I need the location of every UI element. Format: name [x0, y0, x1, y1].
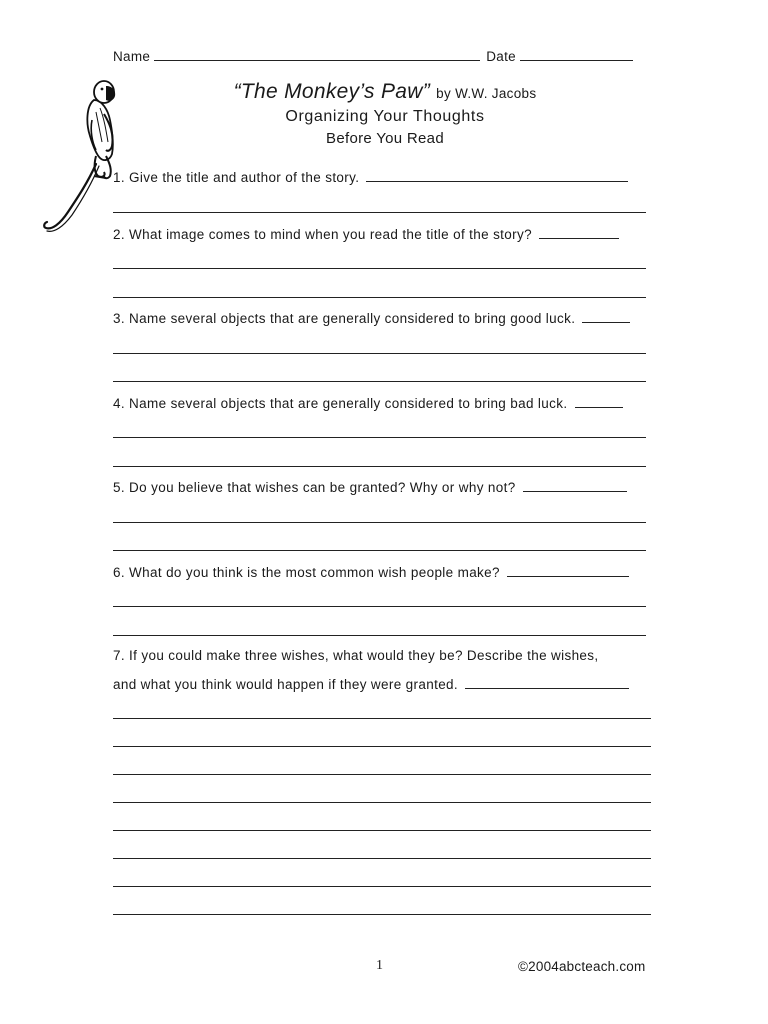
answer-line[interactable] [113, 635, 646, 636]
question-7-text-2: and what you think would happen if they were granted. [113, 677, 459, 692]
answer-line[interactable] [113, 466, 646, 467]
question-1 [113, 170, 653, 185]
question-2-text: 2. What image comes to mind when you read the title of the story? [113, 227, 532, 242]
monkey-illustration-icon [38, 72, 138, 234]
date-label: Date [486, 49, 516, 64]
worksheet-subtitle-2: Before You Read [326, 130, 444, 147]
page-number: 1 [376, 958, 383, 973]
answer-line[interactable] [113, 858, 651, 859]
answer-line[interactable] [539, 227, 619, 239]
answer-line[interactable] [113, 802, 651, 803]
answer-line[interactable] [113, 746, 651, 747]
answer-line[interactable] [113, 212, 646, 213]
question-6-text: 6. What do you think is the most common wish people make? [113, 565, 500, 580]
name-date-row [113, 48, 643, 64]
story-title: “The Monkey’s Paw” [233, 80, 431, 103]
answer-line[interactable] [113, 914, 651, 915]
answer-line[interactable] [113, 774, 651, 775]
answer-line[interactable] [113, 268, 646, 269]
answer-line[interactable] [113, 297, 646, 298]
question-7-text: 7. If you could make three wishes, what would they be? Describe the wishes, [113, 648, 599, 663]
question-6 [113, 565, 653, 580]
worksheet-subtitle: Organizing Your Thoughts [285, 108, 485, 125]
name-field[interactable] [154, 48, 480, 61]
question-5-text: 5. Do you believe that wishes can be granted? Why or why not? [113, 480, 516, 495]
question-7 [113, 648, 653, 663]
name-label: Name [113, 49, 151, 64]
question-7-continued [113, 677, 653, 692]
answer-line[interactable] [113, 718, 651, 719]
answer-line[interactable] [113, 353, 646, 354]
answer-line[interactable] [507, 565, 629, 577]
copyright-notice: ©2004abcteach.com [518, 959, 646, 974]
question-4-text: 4. Name several objects that are generally considered to bring bad luck. [113, 396, 568, 411]
answer-line[interactable] [113, 381, 646, 382]
question-2 [113, 227, 653, 242]
question-1-text: 1. Give the title and author of the story. [113, 170, 360, 185]
story-author: by W.W. Jacobs [436, 86, 537, 101]
question-4 [113, 396, 653, 411]
answer-line[interactable] [582, 311, 630, 323]
answer-line[interactable] [113, 437, 646, 438]
answer-line[interactable] [523, 480, 627, 492]
answer-line[interactable] [113, 550, 646, 551]
answer-line[interactable] [575, 396, 623, 408]
question-5 [113, 480, 653, 495]
answer-line[interactable] [113, 522, 646, 523]
worksheet-title [150, 80, 620, 104]
answer-line[interactable] [113, 830, 651, 831]
answer-line[interactable] [366, 170, 628, 182]
answer-line[interactable] [113, 606, 646, 607]
answer-line[interactable] [113, 886, 651, 887]
date-field[interactable] [520, 48, 633, 61]
question-3 [113, 311, 653, 326]
question-3-text: 3. Name several objects that are generally considered to bring good luck. [113, 311, 576, 326]
answer-line[interactable] [465, 677, 629, 689]
